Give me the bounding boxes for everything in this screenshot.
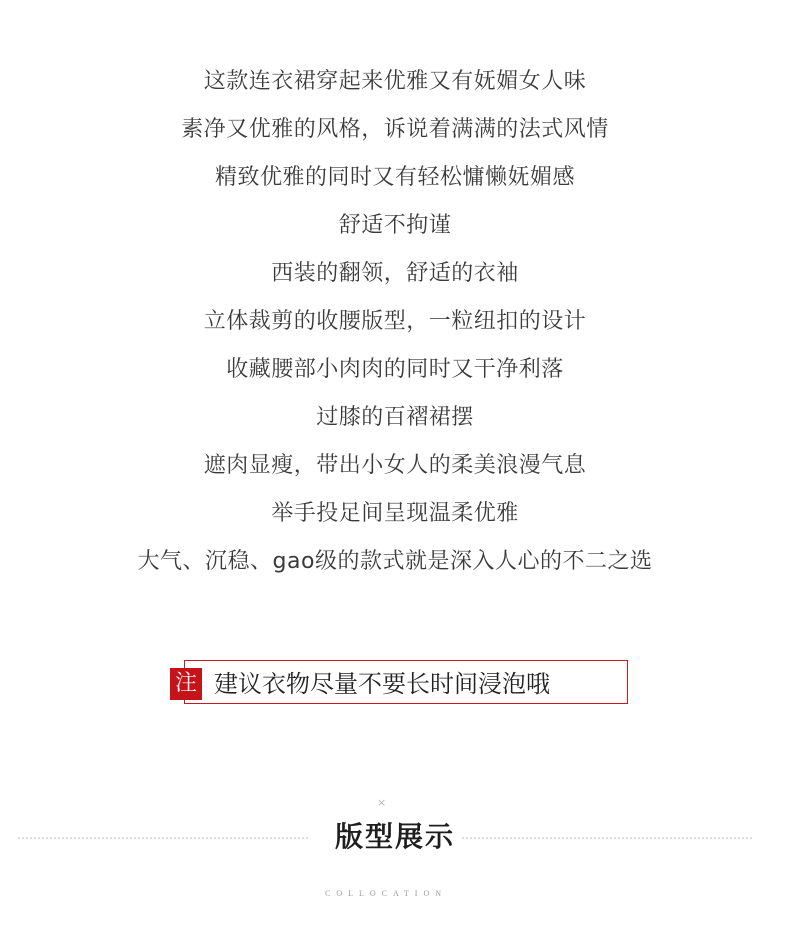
notice-text: 建议衣物尽量不要长时间浸泡哦: [214, 670, 550, 698]
description-line: 舒适不拘谨: [338, 213, 452, 238]
description-line: 精致优雅的同时又有轻松慵懒妩媚感: [214, 165, 575, 190]
section-title: 版型展示: [334, 820, 455, 853]
description-line: 素净又优雅的风格，诉说着满满的法式风情: [181, 117, 609, 142]
section-subtitle: COLLOCATION: [325, 889, 447, 898]
description-line: 收藏腰部小肉肉的同时又干净利落: [226, 357, 564, 382]
close-icon: ×: [377, 796, 387, 809]
description-line: 举手投足间呈现温柔优雅: [271, 501, 519, 526]
description-line: 过膝的百褶裙摆: [316, 405, 474, 430]
description-line: 立体裁剪的收腰版型，一粒纽扣的设计: [203, 309, 587, 334]
care-notice: [170, 660, 628, 704]
notice-tag: 注: [170, 668, 202, 700]
description-line: 大气、沉稳、gao级的款式就是深入人心的不二之选: [137, 549, 653, 574]
description-line: 遮肉显瘦，带出小女人的柔美浪漫气息: [203, 453, 587, 478]
description-line: 西装的翻领，舒适的衣袖: [271, 261, 519, 286]
description-line: 这款连衣裙穿起来优雅又有妩媚女人味: [203, 69, 587, 94]
description-list: [0, 58, 790, 586]
